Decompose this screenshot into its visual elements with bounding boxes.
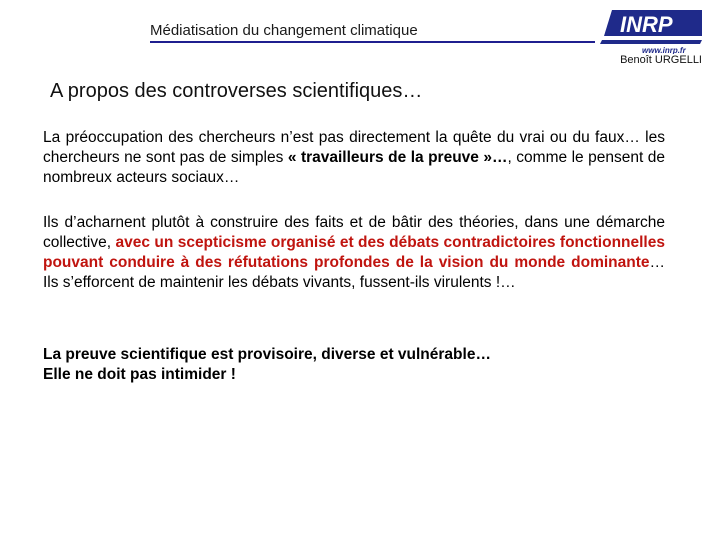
paragraph-2-emphasis: avec un scepticisme organisé et des débats contradictoires fonctionnelles pouvant conduire à des réfutations profondes de la vision du monde dominante	[43, 234, 665, 271]
author-name: Benoît URGELLI	[620, 54, 702, 66]
conclusion-line-1: La preuve scientifique est provisoire, diverse et vulnérable…	[43, 346, 491, 363]
header-title: Médiatisation du changement climatique	[150, 22, 418, 39]
inrp-logo	[598, 6, 706, 54]
paragraph-1-bold: « travailleurs de la preuve »…	[287, 149, 508, 166]
paragraph-3	[43, 345, 665, 385]
logo-text: INRP	[620, 12, 673, 37]
paragraph-2-text-a: Ils d’acharnent plutôt à construire des faits et de bâtir des théories, dans une démarche collective,	[43, 214, 665, 251]
paragraph-1-text-a: La préoccupation des chercheurs n’est pas directement la quête du vrai ou du faux… les chercheurs ne sont pas de simples	[43, 129, 665, 166]
conclusion-line-2: Elle ne doit pas intimider !	[43, 366, 236, 383]
paragraph-2-text-b: … Ils s’efforcent de maintenir les débats vivants, fussent-ils virulents !…	[43, 254, 665, 291]
paragraph-2	[43, 213, 665, 293]
header-rule	[150, 41, 595, 43]
slide-heading: A propos des controverses scientifiques…	[50, 80, 423, 102]
paragraph-1	[43, 128, 665, 188]
logo-url: www.inrp.fr	[642, 46, 686, 54]
paragraph-1-text-b: , comme le pensent de nombreux acteurs sociaux…	[43, 149, 665, 186]
